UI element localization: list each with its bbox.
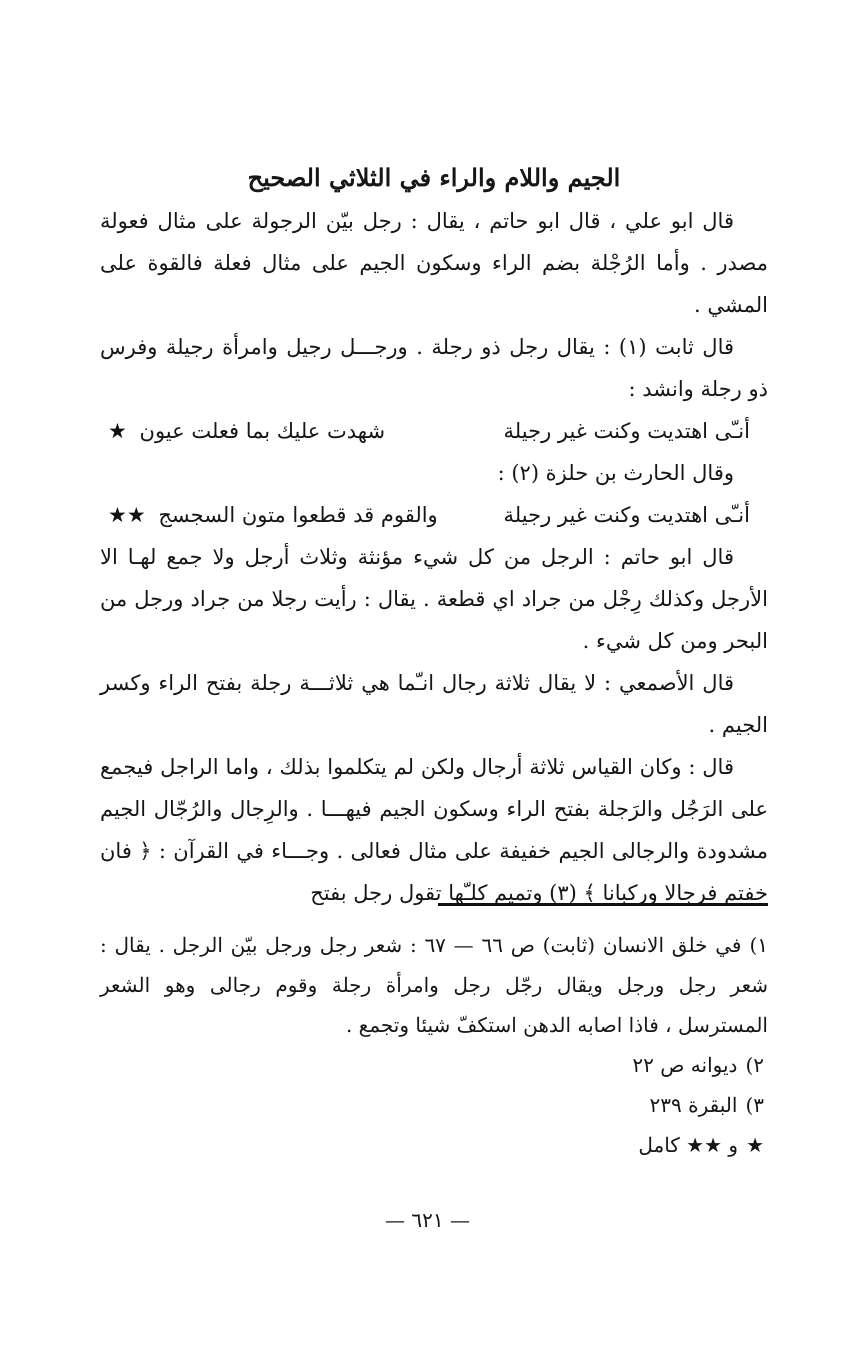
footnote-meter <box>100 1125 768 1165</box>
verse-2-first-hemistich: أنـّى اهتديت وكنت غير رجيلة <box>503 503 750 527</box>
section-title: الجيم واللام والراء في الثلاثي الصحيح <box>247 163 621 192</box>
page-number: — ٦٢١ — <box>385 1208 470 1232</box>
footnote-2-number: ٢) <box>745 1053 764 1077</box>
paragraph-harith-intro: وقال الحارث بن حلزة (٢) : <box>497 461 734 485</box>
paragraph-abu-hatim: قال ابو حاتم : الرجل من كل شيء مؤنثة وثلاث أرجل ولا جمع لهـا الا الأرجل وكذلك رِجْل من جراد اي قطعة . يقال : رأيت رجلا من جراد ورجل من البحر ومن كل شيء . <box>100 545 768 653</box>
footnote-1-text: في خلق الانسان (ثابت) ص ٦٦ — ٦٧ : شعر رجل ورجل بيّن الرجل . يقال : شعر رجل ورجل ويقال رجّل رجل وامرأة رجلة وقوم رجالى وهو الشعر المسترسل ، فاذا اصابه الدهن استكفّ شيئا وتجمع . <box>100 933 768 1037</box>
footnote-2-text: ديوانه ص ٢٢ <box>632 1053 738 1077</box>
verse-1-second-hemistich <box>108 410 385 452</box>
footnote-1 <box>100 925 768 1045</box>
star-mark-icon: ★ <box>108 419 127 443</box>
footnote-meter-star-icon: ★ <box>746 1133 764 1157</box>
footnote-3 <box>100 1085 768 1125</box>
paragraph-thabit: قال ثابت (١) : يقال رجل ذو رجلة . ورجـــل رجيل وامرأة رجيلة وفرس ذو رجلة وانشد : <box>100 335 768 401</box>
verse-1-first-hemistich: أنـّى اهتديت وكنت غير رجيلة <box>503 419 750 443</box>
footnotes <box>100 925 768 1165</box>
paragraph-abu-ali: قال ابو علي ، قال ابو حاتم ، يقال : رجل بيّن الرجولة على مثال فعولة مصدر . وأما الرُجْلة بضم الراء وسكون الجيم على مثال فعلة فالقوة على المشي . <box>100 209 768 317</box>
footnote-divider <box>438 903 768 906</box>
footnote-1-number: ١) <box>749 933 768 957</box>
double-star-mark-icon: ★★ <box>108 503 146 527</box>
main-text <box>100 158 768 914</box>
footnote-meter-text: و ★★ كامل <box>638 1133 739 1157</box>
verse-line-2 <box>100 494 768 536</box>
footnote-3-number: ٣) <box>745 1093 764 1117</box>
footnote-3-text: البقرة ٢٣٩ <box>649 1093 738 1117</box>
verse-2-second-hemistich <box>108 494 438 536</box>
verse-2-second-text: والقوم قد قطعوا متون السجسج <box>158 503 438 527</box>
verse-line-1 <box>100 410 768 452</box>
paragraph-asmai: قال الأصمعي : لا يقال ثلاثة رجال انـّما هي ثلاثـــة رجلة بفتح الراء وكسر الجيم . <box>100 671 768 737</box>
paragraph-qiyas: قال : وكان القياس ثلاثة أرجال ولكن لم يتكلموا بذلك ، واما الراجل فيجمع على الرَجُل والرَجلة بفتح الراء وسكون الجيم فيهـــا . والرِجال والرُجّال الجيم مشدودة والرجالى الجيم خفيفة على مثال فعالى . وجـــاء في القرآن : ﴿ فان خفتم فرجالا وركبانا ﴾ (٣) وتميم كلـّها تقول رجل بفتح <box>100 755 768 905</box>
verse-1-second-text: شهدت عليك بما فعلت عيون <box>139 419 386 443</box>
footnote-2 <box>100 1045 768 1085</box>
